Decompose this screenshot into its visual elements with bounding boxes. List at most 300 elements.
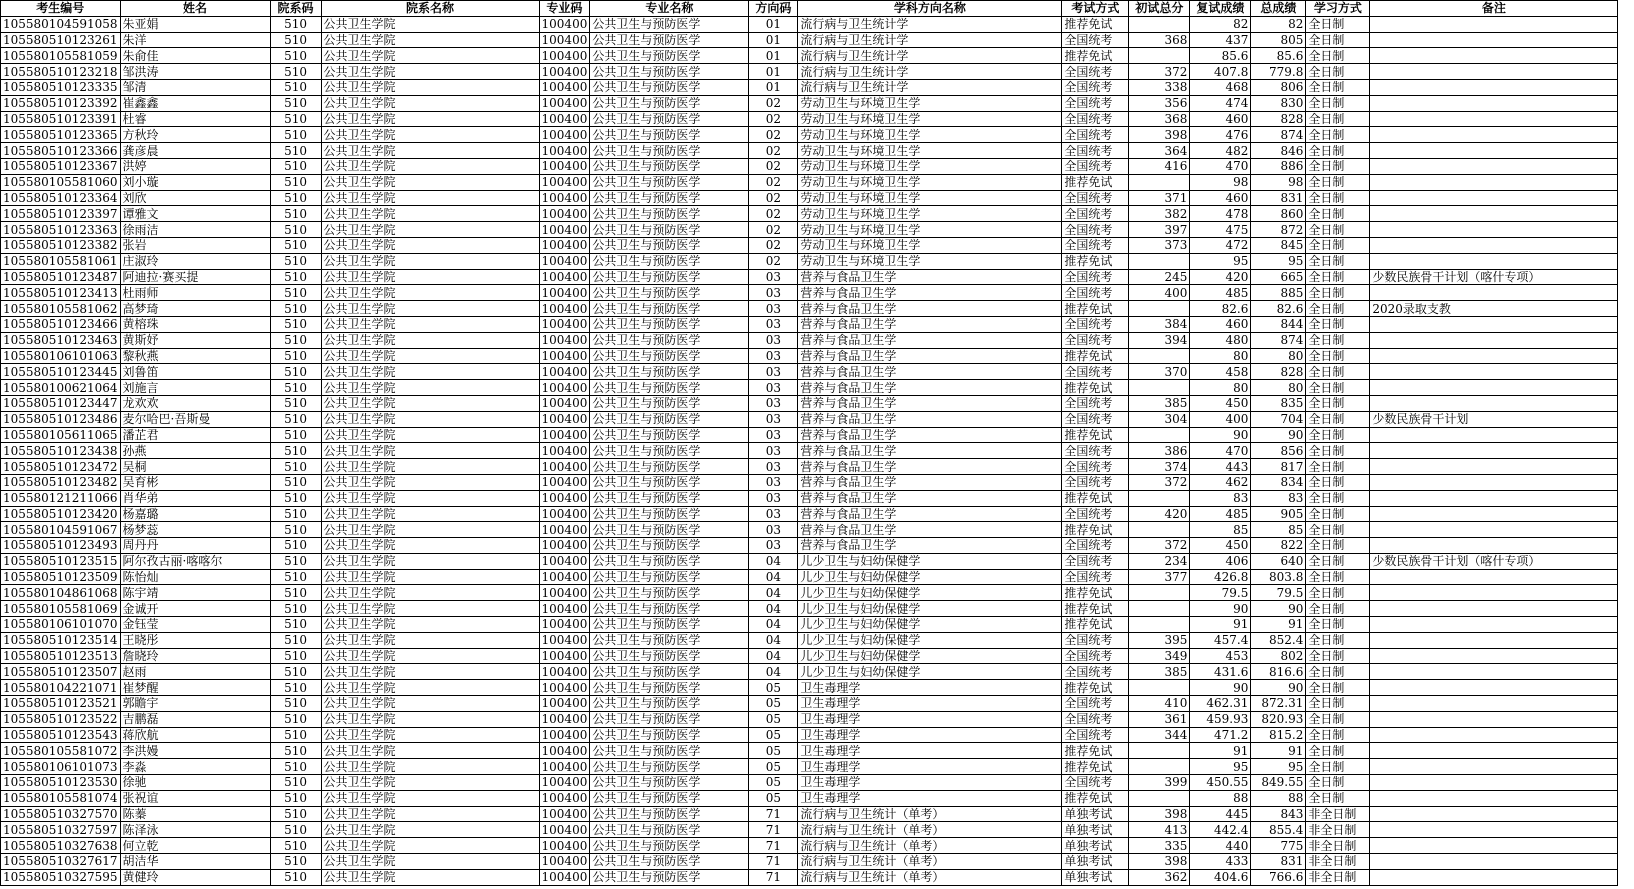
study-mode-cell[interactable]: 全日制	[1306, 64, 1370, 80]
exam-type-cell[interactable]: 全国统考	[1062, 332, 1129, 348]
remark-cell[interactable]	[1370, 222, 1618, 238]
direction-code-cell[interactable]: 02	[749, 174, 798, 190]
total-score-cell[interactable]: 806	[1251, 79, 1306, 95]
major-name-cell[interactable]: 公共卫生与预防医学	[590, 727, 749, 743]
initial-score-cell[interactable]	[1129, 174, 1190, 190]
remark-cell[interactable]: 2020录取支教	[1370, 301, 1618, 317]
study-mode-cell[interactable]: 全日制	[1306, 174, 1370, 190]
major-code-cell[interactable]: 100400	[539, 838, 590, 854]
remark-cell[interactable]	[1370, 854, 1618, 870]
name-cell[interactable]: 方秋玲	[120, 127, 270, 143]
header-cell[interactable]: 总成绩	[1251, 1, 1306, 17]
direction-name-cell[interactable]: 劳动卫生与环境卫生学	[798, 111, 1062, 127]
initial-score-cell[interactable]: 338	[1129, 79, 1190, 95]
name-cell[interactable]: 刘施言	[120, 380, 270, 396]
direction-code-cell[interactable]: 02	[749, 190, 798, 206]
header-cell[interactable]: 院系码	[270, 1, 321, 17]
exam-type-cell[interactable]: 推荐免试	[1062, 380, 1129, 396]
retest-score-cell[interactable]: 80	[1190, 380, 1251, 396]
initial-score-cell[interactable]	[1129, 585, 1190, 601]
dept-code-cell[interactable]: 510	[270, 648, 321, 664]
direction-name-cell[interactable]: 劳动卫生与环境卫生学	[798, 222, 1062, 238]
direction-name-cell[interactable]: 营养与食品卫生学	[798, 395, 1062, 411]
exam-type-cell[interactable]: 全国统考	[1062, 237, 1129, 253]
major-name-cell[interactable]: 公共卫生与预防医学	[590, 443, 749, 459]
dept-code-cell[interactable]: 510	[270, 95, 321, 111]
total-score-cell[interactable]: 665	[1251, 269, 1306, 285]
study-mode-cell[interactable]: 全日制	[1306, 727, 1370, 743]
exam-type-cell[interactable]: 全国统考	[1062, 553, 1129, 569]
dept-name-cell[interactable]: 公共卫生学院	[321, 95, 539, 111]
major-code-cell[interactable]: 100400	[539, 522, 590, 538]
major-name-cell[interactable]: 公共卫生与预防医学	[590, 48, 749, 64]
student-id-cell[interactable]: 105580510123218	[1, 64, 121, 80]
major-code-cell[interactable]: 100400	[539, 79, 590, 95]
dept-code-cell[interactable]: 510	[270, 585, 321, 601]
direction-code-cell[interactable]: 02	[749, 237, 798, 253]
direction-code-cell[interactable]: 03	[749, 285, 798, 301]
major-name-cell[interactable]: 公共卫生与预防医学	[590, 348, 749, 364]
retest-score-cell[interactable]: 80	[1190, 348, 1251, 364]
remark-cell[interactable]	[1370, 174, 1618, 190]
exam-type-cell[interactable]: 单独考试	[1062, 822, 1129, 838]
dept-name-cell[interactable]: 公共卫生学院	[321, 222, 539, 238]
direction-code-cell[interactable]: 04	[749, 569, 798, 585]
dept-code-cell[interactable]: 510	[270, 427, 321, 443]
major-name-cell[interactable]: 公共卫生与预防医学	[590, 269, 749, 285]
name-cell[interactable]: 徐驰	[120, 775, 270, 791]
total-score-cell[interactable]: 885	[1251, 285, 1306, 301]
study-mode-cell[interactable]: 全日制	[1306, 395, 1370, 411]
total-score-cell[interactable]: 82	[1251, 16, 1306, 32]
direction-code-cell[interactable]: 01	[749, 79, 798, 95]
direction-code-cell[interactable]: 03	[749, 474, 798, 490]
direction-name-cell[interactable]: 流行病与卫生统计（单考）	[798, 806, 1062, 822]
major-code-cell[interactable]: 100400	[539, 648, 590, 664]
major-code-cell[interactable]: 100400	[539, 32, 590, 48]
dept-name-cell[interactable]: 公共卫生学院	[321, 838, 539, 854]
dept-name-cell[interactable]: 公共卫生学院	[321, 380, 539, 396]
major-code-cell[interactable]: 100400	[539, 301, 590, 317]
major-code-cell[interactable]: 100400	[539, 332, 590, 348]
direction-code-cell[interactable]: 04	[749, 553, 798, 569]
remark-cell[interactable]	[1370, 95, 1618, 111]
study-mode-cell[interactable]: 全日制	[1306, 269, 1370, 285]
retest-score-cell[interactable]: 426.8	[1190, 569, 1251, 585]
major-code-cell[interactable]: 100400	[539, 253, 590, 269]
major-code-cell[interactable]: 100400	[539, 237, 590, 253]
direction-name-cell[interactable]: 流行病与卫生统计学	[798, 48, 1062, 64]
direction-name-cell[interactable]: 营养与食品卫生学	[798, 364, 1062, 380]
direction-name-cell[interactable]: 劳动卫生与环境卫生学	[798, 143, 1062, 159]
study-mode-cell[interactable]: 全日制	[1306, 553, 1370, 569]
dept-code-cell[interactable]: 510	[270, 664, 321, 680]
exam-type-cell[interactable]: 推荐免试	[1062, 522, 1129, 538]
direction-code-cell[interactable]: 02	[749, 95, 798, 111]
initial-score-cell[interactable]: 416	[1129, 158, 1190, 174]
remark-cell[interactable]	[1370, 869, 1618, 885]
direction-name-cell[interactable]: 营养与食品卫生学	[798, 301, 1062, 317]
exam-type-cell[interactable]: 推荐免试	[1062, 174, 1129, 190]
direction-name-cell[interactable]: 流行病与卫生统计（单考）	[798, 838, 1062, 854]
dept-code-cell[interactable]: 510	[270, 127, 321, 143]
exam-type-cell[interactable]: 全国统考	[1062, 569, 1129, 585]
exam-type-cell[interactable]: 全国统考	[1062, 79, 1129, 95]
student-id-cell[interactable]: 105580510123509	[1, 569, 121, 585]
major-name-cell[interactable]: 公共卫生与预防医学	[590, 775, 749, 791]
student-id-cell[interactable]: 105580510123482	[1, 474, 121, 490]
retest-score-cell[interactable]: 480	[1190, 332, 1251, 348]
study-mode-cell[interactable]: 全日制	[1306, 585, 1370, 601]
direction-name-cell[interactable]: 营养与食品卫生学	[798, 316, 1062, 332]
remark-cell[interactable]: 少数民族骨干计划（喀什专项）	[1370, 553, 1618, 569]
direction-name-cell[interactable]: 劳动卫生与环境卫生学	[798, 95, 1062, 111]
dept-name-cell[interactable]: 公共卫生学院	[321, 775, 539, 791]
remark-cell[interactable]	[1370, 395, 1618, 411]
dept-code-cell[interactable]: 510	[270, 16, 321, 32]
initial-score-cell[interactable]	[1129, 301, 1190, 317]
direction-name-cell[interactable]: 流行病与卫生统计（单考）	[798, 854, 1062, 870]
direction-name-cell[interactable]: 卫生毒理学	[798, 790, 1062, 806]
total-score-cell[interactable]: 766.6	[1251, 869, 1306, 885]
major-name-cell[interactable]: 公共卫生与预防医学	[590, 648, 749, 664]
study-mode-cell[interactable]: 全日制	[1306, 775, 1370, 791]
remark-cell[interactable]	[1370, 601, 1618, 617]
remark-cell[interactable]	[1370, 16, 1618, 32]
major-code-cell[interactable]: 100400	[539, 632, 590, 648]
major-code-cell[interactable]: 100400	[539, 111, 590, 127]
student-id-cell[interactable]: 105580106101070	[1, 617, 121, 633]
direction-name-cell[interactable]: 儿少卫生与妇幼保健学	[798, 569, 1062, 585]
retest-score-cell[interactable]: 437	[1190, 32, 1251, 48]
total-score-cell[interactable]: 852.4	[1251, 632, 1306, 648]
major-code-cell[interactable]: 100400	[539, 775, 590, 791]
total-score-cell[interactable]: 95	[1251, 759, 1306, 775]
remark-cell[interactable]	[1370, 253, 1618, 269]
major-code-cell[interactable]: 100400	[539, 459, 590, 475]
direction-name-cell[interactable]: 流行病与卫生统计学	[798, 64, 1062, 80]
dept-name-cell[interactable]: 公共卫生学院	[321, 806, 539, 822]
dept-name-cell[interactable]: 公共卫生学院	[321, 443, 539, 459]
initial-score-cell[interactable]: 398	[1129, 127, 1190, 143]
dept-name-cell[interactable]: 公共卫生学院	[321, 395, 539, 411]
total-score-cell[interactable]: 856	[1251, 443, 1306, 459]
student-id-cell[interactable]: 105580510123472	[1, 459, 121, 475]
exam-type-cell[interactable]: 全国统考	[1062, 648, 1129, 664]
initial-score-cell[interactable]: 374	[1129, 459, 1190, 475]
remark-cell[interactable]	[1370, 790, 1618, 806]
major-name-cell[interactable]: 公共卫生与预防医学	[590, 411, 749, 427]
major-name-cell[interactable]: 公共卫生与预防医学	[590, 380, 749, 396]
initial-score-cell[interactable]	[1129, 380, 1190, 396]
total-score-cell[interactable]: 82.6	[1251, 301, 1306, 317]
dept-name-cell[interactable]: 公共卫生学院	[321, 553, 539, 569]
total-score-cell[interactable]: 85.6	[1251, 48, 1306, 64]
remark-cell[interactable]	[1370, 190, 1618, 206]
major-code-cell[interactable]: 100400	[539, 490, 590, 506]
dept-code-cell[interactable]: 510	[270, 522, 321, 538]
retest-score-cell[interactable]: 91	[1190, 743, 1251, 759]
direction-name-cell[interactable]: 营养与食品卫生学	[798, 474, 1062, 490]
major-name-cell[interactable]: 公共卫生与预防医学	[590, 395, 749, 411]
major-name-cell[interactable]: 公共卫生与预防医学	[590, 790, 749, 806]
retest-score-cell[interactable]: 420	[1190, 269, 1251, 285]
study-mode-cell[interactable]: 全日制	[1306, 285, 1370, 301]
remark-cell[interactable]	[1370, 48, 1618, 64]
study-mode-cell[interactable]: 非全日制	[1306, 869, 1370, 885]
exam-type-cell[interactable]: 全国统考	[1062, 474, 1129, 490]
study-mode-cell[interactable]: 非全日制	[1306, 806, 1370, 822]
total-score-cell[interactable]: 90	[1251, 680, 1306, 696]
study-mode-cell[interactable]: 全日制	[1306, 538, 1370, 554]
major-name-cell[interactable]: 公共卫生与预防医学	[590, 632, 749, 648]
major-code-cell[interactable]: 100400	[539, 553, 590, 569]
exam-type-cell[interactable]: 全国统考	[1062, 190, 1129, 206]
dept-code-cell[interactable]: 510	[270, 443, 321, 459]
student-id-cell[interactable]: 105580104221071	[1, 680, 121, 696]
dept-name-cell[interactable]: 公共卫生学院	[321, 822, 539, 838]
study-mode-cell[interactable]: 全日制	[1306, 380, 1370, 396]
name-cell[interactable]: 何立乾	[120, 838, 270, 854]
total-score-cell[interactable]: 803.8	[1251, 569, 1306, 585]
student-id-cell[interactable]: 105580106101063	[1, 348, 121, 364]
direction-name-cell[interactable]: 儿少卫生与妇幼保健学	[798, 601, 1062, 617]
student-id-cell[interactable]: 105580105581059	[1, 48, 121, 64]
student-id-cell[interactable]: 105580510123397	[1, 206, 121, 222]
student-id-cell[interactable]: 105580104861068	[1, 585, 121, 601]
dept-code-cell[interactable]: 510	[270, 174, 321, 190]
dept-code-cell[interactable]: 510	[270, 269, 321, 285]
dept-name-cell[interactable]: 公共卫生学院	[321, 348, 539, 364]
direction-code-cell[interactable]: 03	[749, 459, 798, 475]
dept-code-cell[interactable]: 510	[270, 332, 321, 348]
major-code-cell[interactable]: 100400	[539, 759, 590, 775]
exam-type-cell[interactable]: 推荐免试	[1062, 48, 1129, 64]
study-mode-cell[interactable]: 全日制	[1306, 506, 1370, 522]
name-cell[interactable]: 朱俞佳	[120, 48, 270, 64]
remark-cell[interactable]	[1370, 380, 1618, 396]
name-cell[interactable]: 金钰莹	[120, 617, 270, 633]
student-id-cell[interactable]: 105580510123507	[1, 664, 121, 680]
study-mode-cell[interactable]: 全日制	[1306, 190, 1370, 206]
direction-code-cell[interactable]: 02	[749, 206, 798, 222]
dept-code-cell[interactable]: 510	[270, 806, 321, 822]
major-name-cell[interactable]: 公共卫生与预防医学	[590, 680, 749, 696]
header-cell[interactable]: 学科方向名称	[798, 1, 1062, 17]
study-mode-cell[interactable]: 全日制	[1306, 222, 1370, 238]
dept-name-cell[interactable]: 公共卫生学院	[321, 158, 539, 174]
major-name-cell[interactable]: 公共卫生与预防医学	[590, 822, 749, 838]
direction-code-cell[interactable]: 71	[749, 869, 798, 885]
dept-code-cell[interactable]: 510	[270, 538, 321, 554]
direction-code-cell[interactable]: 01	[749, 48, 798, 64]
direction-name-cell[interactable]: 卫生毒理学	[798, 696, 1062, 712]
major-name-cell[interactable]: 公共卫生与预防医学	[590, 301, 749, 317]
name-cell[interactable]: 刘小璇	[120, 174, 270, 190]
total-score-cell[interactable]: 886	[1251, 158, 1306, 174]
study-mode-cell[interactable]: 全日制	[1306, 332, 1370, 348]
exam-type-cell[interactable]: 全国统考	[1062, 127, 1129, 143]
student-id-cell[interactable]: 105580510123521	[1, 696, 121, 712]
major-code-cell[interactable]: 100400	[539, 285, 590, 301]
remark-cell[interactable]	[1370, 316, 1618, 332]
remark-cell[interactable]	[1370, 111, 1618, 127]
dept-name-cell[interactable]: 公共卫生学院	[321, 696, 539, 712]
exam-type-cell[interactable]: 全国统考	[1062, 269, 1129, 285]
total-score-cell[interactable]: 704	[1251, 411, 1306, 427]
dept-code-cell[interactable]: 510	[270, 790, 321, 806]
direction-name-cell[interactable]: 流行病与卫生统计（单考）	[798, 869, 1062, 885]
dept-code-cell[interactable]: 510	[270, 395, 321, 411]
total-score-cell[interactable]: 90	[1251, 427, 1306, 443]
dept-code-cell[interactable]: 510	[270, 822, 321, 838]
major-code-cell[interactable]: 100400	[539, 601, 590, 617]
study-mode-cell[interactable]: 全日制	[1306, 664, 1370, 680]
initial-score-cell[interactable]: 384	[1129, 316, 1190, 332]
direction-code-cell[interactable]: 02	[749, 111, 798, 127]
remark-cell[interactable]	[1370, 759, 1618, 775]
initial-score-cell[interactable]: 420	[1129, 506, 1190, 522]
remark-cell[interactable]	[1370, 680, 1618, 696]
major-name-cell[interactable]: 公共卫生与预防医学	[590, 854, 749, 870]
study-mode-cell[interactable]: 非全日制	[1306, 822, 1370, 838]
study-mode-cell[interactable]: 全日制	[1306, 301, 1370, 317]
study-mode-cell[interactable]: 全日制	[1306, 569, 1370, 585]
major-name-cell[interactable]: 公共卫生与预防医学	[590, 538, 749, 554]
major-name-cell[interactable]: 公共卫生与预防医学	[590, 838, 749, 854]
exam-type-cell[interactable]: 推荐免试	[1062, 427, 1129, 443]
name-cell[interactable]: 李淼	[120, 759, 270, 775]
direction-code-cell[interactable]: 01	[749, 32, 798, 48]
direction-name-cell[interactable]: 劳动卫生与环境卫生学	[798, 127, 1062, 143]
total-score-cell[interactable]: 90	[1251, 601, 1306, 617]
student-id-cell[interactable]: 105580104591067	[1, 522, 121, 538]
major-name-cell[interactable]: 公共卫生与预防医学	[590, 79, 749, 95]
major-code-cell[interactable]: 100400	[539, 506, 590, 522]
header-cell[interactable]: 复试成绩	[1190, 1, 1251, 17]
major-code-cell[interactable]: 100400	[539, 538, 590, 554]
study-mode-cell[interactable]: 全日制	[1306, 632, 1370, 648]
direction-name-cell[interactable]: 儿少卫生与妇幼保健学	[798, 632, 1062, 648]
remark-cell[interactable]	[1370, 364, 1618, 380]
direction-name-cell[interactable]: 卫生毒理学	[798, 743, 1062, 759]
dept-name-cell[interactable]: 公共卫生学院	[321, 664, 539, 680]
direction-code-cell[interactable]: 02	[749, 253, 798, 269]
remark-cell[interactable]	[1370, 538, 1618, 554]
dept-name-cell[interactable]: 公共卫生学院	[321, 727, 539, 743]
retest-score-cell[interactable]: 470	[1190, 158, 1251, 174]
student-id-cell[interactable]: 105580510123364	[1, 190, 121, 206]
name-cell[interactable]: 邹洪涛	[120, 64, 270, 80]
exam-type-cell[interactable]: 全国统考	[1062, 696, 1129, 712]
retest-score-cell[interactable]: 83	[1190, 490, 1251, 506]
exam-type-cell[interactable]: 全国统考	[1062, 395, 1129, 411]
student-id-cell[interactable]: 105580510123413	[1, 285, 121, 301]
remark-cell[interactable]	[1370, 838, 1618, 854]
dept-code-cell[interactable]: 510	[270, 222, 321, 238]
major-code-cell[interactable]: 100400	[539, 222, 590, 238]
dept-name-cell[interactable]: 公共卫生学院	[321, 64, 539, 80]
major-code-cell[interactable]: 100400	[539, 585, 590, 601]
dept-name-cell[interactable]: 公共卫生学院	[321, 743, 539, 759]
dept-code-cell[interactable]: 510	[270, 364, 321, 380]
student-id-cell[interactable]: 105580510327597	[1, 822, 121, 838]
remark-cell[interactable]	[1370, 648, 1618, 664]
major-code-cell[interactable]: 100400	[539, 364, 590, 380]
name-cell[interactable]: 邹清	[120, 79, 270, 95]
major-code-cell[interactable]: 100400	[539, 696, 590, 712]
total-score-cell[interactable]: 820.93	[1251, 711, 1306, 727]
total-score-cell[interactable]: 80	[1251, 380, 1306, 396]
dept-code-cell[interactable]: 510	[270, 411, 321, 427]
exam-type-cell[interactable]: 推荐免试	[1062, 16, 1129, 32]
retest-score-cell[interactable]: 472	[1190, 237, 1251, 253]
name-cell[interactable]: 潘芷君	[120, 427, 270, 443]
major-code-cell[interactable]: 100400	[539, 348, 590, 364]
initial-score-cell[interactable]	[1129, 522, 1190, 538]
direction-code-cell[interactable]: 02	[749, 127, 798, 143]
exam-type-cell[interactable]: 全国统考	[1062, 775, 1129, 791]
direction-code-cell[interactable]: 05	[749, 775, 798, 791]
name-cell[interactable]: 阿迪拉·赛买提	[120, 269, 270, 285]
major-name-cell[interactable]: 公共卫生与预防医学	[590, 316, 749, 332]
name-cell[interactable]: 刘鲁笛	[120, 364, 270, 380]
direction-code-cell[interactable]: 03	[749, 490, 798, 506]
dept-code-cell[interactable]: 510	[270, 380, 321, 396]
remark-cell[interactable]	[1370, 64, 1618, 80]
initial-score-cell[interactable]	[1129, 427, 1190, 443]
name-cell[interactable]: 周丹丹	[120, 538, 270, 554]
retest-score-cell[interactable]: 95	[1190, 253, 1251, 269]
initial-score-cell[interactable]: 399	[1129, 775, 1190, 791]
dept-code-cell[interactable]: 510	[270, 301, 321, 317]
major-code-cell[interactable]: 100400	[539, 664, 590, 680]
exam-type-cell[interactable]: 全国统考	[1062, 506, 1129, 522]
dept-name-cell[interactable]: 公共卫生学院	[321, 459, 539, 475]
dept-name-cell[interactable]: 公共卫生学院	[321, 854, 539, 870]
initial-score-cell[interactable]: 395	[1129, 632, 1190, 648]
name-cell[interactable]: 陈怡灿	[120, 569, 270, 585]
retest-score-cell[interactable]: 88	[1190, 790, 1251, 806]
dept-name-cell[interactable]: 公共卫生学院	[321, 648, 539, 664]
major-name-cell[interactable]: 公共卫生与预防医学	[590, 237, 749, 253]
student-id-cell[interactable]: 105580510123466	[1, 316, 121, 332]
dept-name-cell[interactable]: 公共卫生学院	[321, 585, 539, 601]
study-mode-cell[interactable]: 全日制	[1306, 95, 1370, 111]
initial-score-cell[interactable]: 398	[1129, 854, 1190, 870]
total-score-cell[interactable]: 817	[1251, 459, 1306, 475]
exam-type-cell[interactable]: 单独考试	[1062, 838, 1129, 854]
total-score-cell[interactable]: 779.8	[1251, 64, 1306, 80]
total-score-cell[interactable]: 815.2	[1251, 727, 1306, 743]
major-name-cell[interactable]: 公共卫生与预防医学	[590, 32, 749, 48]
study-mode-cell[interactable]: 全日制	[1306, 411, 1370, 427]
dept-name-cell[interactable]: 公共卫生学院	[321, 790, 539, 806]
dept-code-cell[interactable]: 510	[270, 253, 321, 269]
total-score-cell[interactable]: 85	[1251, 522, 1306, 538]
major-code-cell[interactable]: 100400	[539, 316, 590, 332]
initial-score-cell[interactable]: 371	[1129, 190, 1190, 206]
major-name-cell[interactable]: 公共卫生与预防医学	[590, 696, 749, 712]
direction-name-cell[interactable]: 营养与食品卫生学	[798, 522, 1062, 538]
total-score-cell[interactable]: 874	[1251, 332, 1306, 348]
name-cell[interactable]: 张岩	[120, 237, 270, 253]
study-mode-cell[interactable]: 全日制	[1306, 680, 1370, 696]
exam-type-cell[interactable]: 推荐免试	[1062, 617, 1129, 633]
major-name-cell[interactable]: 公共卫生与预防医学	[590, 190, 749, 206]
major-name-cell[interactable]: 公共卫生与预防医学	[590, 585, 749, 601]
study-mode-cell[interactable]: 全日制	[1306, 490, 1370, 506]
